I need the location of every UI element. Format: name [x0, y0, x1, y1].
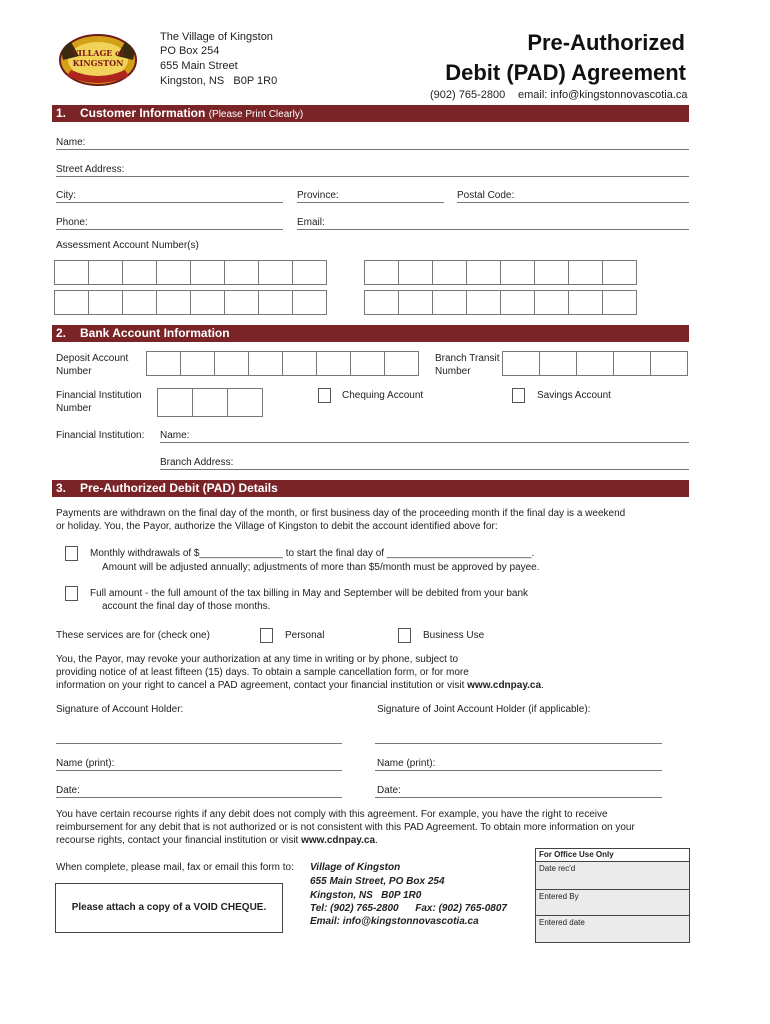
- mail-instruction: When complete, please mail, fax or email this form to:: [56, 862, 294, 873]
- cdnpay-link-2[interactable]: www.cdnpay.ca: [301, 835, 376, 846]
- recourse-text-3-start: recourse rights, contact your financial institution or visit: [56, 835, 302, 846]
- entered-by-cell[interactable]: [536, 890, 689, 916]
- branch-transit-label-2: Number: [435, 366, 471, 377]
- chequing-account-checkbox[interactable]: [318, 388, 331, 403]
- joint-name-print-field[interactable]: [375, 770, 662, 771]
- services-for-label: These services are for (check one): [56, 630, 210, 641]
- section-1-subtitle: (Please Print Clearly): [208, 109, 304, 120]
- recourse-text-1: You have certain recourse rights if any debit does not comply with this agreement. For example, you have the right to receive: [56, 809, 608, 820]
- village-logo: [57, 32, 139, 88]
- header-phone: (902) 765-2800: [430, 89, 506, 101]
- assessment-account-grid-4[interactable]: [364, 290, 637, 315]
- revoke-text-3-start: information on your right to cancel a PAD agreement, contact your financial institution or visit: [56, 680, 468, 691]
- recourse-text-3: [56, 835, 378, 846]
- name-print-field[interactable]: [56, 770, 342, 771]
- mailing-address-3: Kingston, NS B0P 1R0: [310, 890, 422, 901]
- chequing-account-label: Chequing Account: [342, 390, 424, 401]
- logo-text: VILLAGE of KINGSTON: [72, 48, 124, 68]
- section-3-header: [52, 480, 689, 497]
- business-use-label: Business Use: [423, 630, 485, 641]
- form-title-line-2: Debit (PAD) Agreement: [445, 60, 686, 85]
- entered-by-label: Entered By: [539, 892, 579, 901]
- revoke-text-3: [56, 680, 544, 691]
- branch-transit-grid[interactable]: [502, 351, 688, 376]
- date-label: Date:: [56, 785, 80, 796]
- name-print-label: Name (print):: [56, 758, 115, 769]
- section-2-title: Bank Account Information: [80, 326, 230, 340]
- signature-joint-holder-label: Signature of Joint Account Holder (if applicable):: [377, 704, 591, 715]
- financial-institution-number-label-1: Financial Institution: [56, 390, 142, 401]
- org-city-line: Kingston, NS B0P 1R0: [160, 75, 278, 87]
- entered-date-cell[interactable]: [536, 916, 689, 942]
- phone-field[interactable]: [56, 229, 283, 230]
- deposit-account-grid[interactable]: [146, 351, 419, 376]
- financial-institution-label: Financial Institution:: [56, 430, 145, 441]
- name-label: Name:: [56, 137, 86, 148]
- section-3-title: Pre-Authorized Debit (PAD) Details: [80, 481, 278, 495]
- recourse-text-2: reimbursement for any debit that is not authorized or is not consistent with this PAD Agreement. To obtain more information on your: [56, 822, 635, 833]
- mailing-address-2: 655 Main Street, PO Box 254: [310, 876, 445, 887]
- city-label: City:: [56, 190, 76, 201]
- entered-date-label: Entered date: [539, 918, 585, 927]
- header-email: email: info@kingstonnovascotia.ca: [518, 89, 688, 101]
- org-street: 655 Main Street: [160, 60, 238, 72]
- org-po-box: PO Box 254: [160, 45, 220, 57]
- revoke-text-3-end: .: [541, 680, 544, 691]
- street-address-field[interactable]: [56, 176, 689, 177]
- cdnpay-link[interactable]: www.cdnpay.ca: [467, 680, 542, 691]
- mailing-address-tel-fax: Tel: (902) 765-2800 Fax: (902) 765-0807: [310, 903, 507, 914]
- section-1-title: Customer Information: [80, 106, 206, 120]
- revoke-text-1: You, the Payor, may revoke your authorization at any time in writing or by phone, subject to: [56, 654, 459, 665]
- date-received-label: Date rec'd: [539, 864, 576, 873]
- signature-joint-holder-field[interactable]: [375, 743, 662, 744]
- section-2-number: 2.: [56, 326, 67, 340]
- section-1-header: [52, 105, 689, 122]
- branch-address-label: Branch Address:: [160, 457, 234, 468]
- section-2-header: [52, 325, 689, 342]
- street-address-label: Street Address:: [56, 164, 125, 175]
- province-label: Province:: [297, 190, 339, 201]
- institution-name-label: Name:: [160, 430, 190, 441]
- financial-institution-number-grid[interactable]: [157, 388, 263, 417]
- section-3-number: 3.: [56, 481, 67, 495]
- revoke-text-2: providing notice of at least fifteen (15) days. To obtain a sample cancellation form, or for more: [56, 667, 469, 678]
- section-1-number: 1.: [56, 106, 67, 120]
- date-field[interactable]: [56, 797, 342, 798]
- deposit-account-label-2: Number: [56, 366, 92, 377]
- mailing-address-1: Village of Kingston: [310, 862, 401, 873]
- assessment-account-grid-1[interactable]: [54, 260, 327, 285]
- pad-intro-line-2: or holiday. You, the Payor, authorize the Village of Kingston to debit the account identified above for:: [56, 521, 498, 532]
- void-cheque-text: Please attach a copy of a VOID CHEQUE.: [71, 902, 267, 913]
- full-amount-text-1: Full amount - the full amount of the tax billing in May and September will be debited from your bank: [90, 588, 529, 599]
- name-field[interactable]: [56, 149, 689, 150]
- full-amount-text-2: account the final day of those months.: [102, 601, 271, 612]
- void-cheque-box: [55, 883, 283, 933]
- monthly-withdrawals-text-2: Amount will be adjusted annually; adjustments of more than $5/month must be approved by payee.: [102, 562, 540, 573]
- form-title-line-1: Pre-Authorized: [527, 30, 685, 55]
- postal-code-label: Postal Code:: [457, 190, 515, 201]
- financial-institution-number-label-2: Number: [56, 403, 92, 414]
- pad-intro-line-1: Payments are withdrawn on the final day of the month, or first business day of the proceeding month if the final day is a weekend: [56, 508, 626, 519]
- office-use-header: [536, 849, 689, 862]
- org-name: The Village of Kingston: [160, 31, 273, 43]
- full-amount-checkbox[interactable]: [65, 586, 78, 601]
- joint-date-label: Date:: [377, 785, 401, 796]
- signature-account-holder-field[interactable]: [56, 743, 342, 744]
- office-use-title: For Office Use Only: [539, 850, 614, 859]
- personal-label: Personal: [285, 630, 325, 641]
- joint-date-field[interactable]: [375, 797, 662, 798]
- province-field[interactable]: [297, 202, 444, 203]
- monthly-withdrawals-checkbox[interactable]: [65, 546, 78, 561]
- mailing-address-email: Email: info@kingstonnovascotia.ca: [310, 916, 479, 927]
- office-use-box: [535, 848, 690, 943]
- branch-transit-label-1: Branch Transit: [435, 353, 500, 364]
- assessment-account-grid-3[interactable]: [54, 290, 327, 315]
- date-received-cell[interactable]: [536, 862, 689, 890]
- joint-name-print-label: Name (print):: [377, 758, 436, 769]
- email-label: Email:: [297, 217, 325, 228]
- deposit-account-label-1: Deposit Account: [56, 353, 129, 364]
- monthly-withdrawals-text-1: Monthly withdrawals of $_______________ to start the final day of __________________________.: [90, 548, 535, 559]
- postal-code-field[interactable]: [457, 202, 689, 203]
- savings-account-checkbox[interactable]: [512, 388, 525, 403]
- recourse-text-3-end: .: [375, 835, 378, 846]
- city-field[interactable]: [56, 202, 283, 203]
- assessment-account-label: Assessment Account Number(s): [56, 240, 199, 251]
- signature-account-holder-label: Signature of Account Holder:: [56, 704, 184, 715]
- business-use-checkbox[interactable]: [398, 628, 411, 643]
- phone-label: Phone:: [56, 217, 88, 228]
- email-field[interactable]: [297, 229, 689, 230]
- assessment-account-grid-2[interactable]: [364, 260, 637, 285]
- personal-checkbox[interactable]: [260, 628, 273, 643]
- branch-address-field[interactable]: [160, 469, 689, 470]
- institution-name-field[interactable]: [160, 442, 689, 443]
- savings-account-label: Savings Account: [537, 390, 611, 401]
